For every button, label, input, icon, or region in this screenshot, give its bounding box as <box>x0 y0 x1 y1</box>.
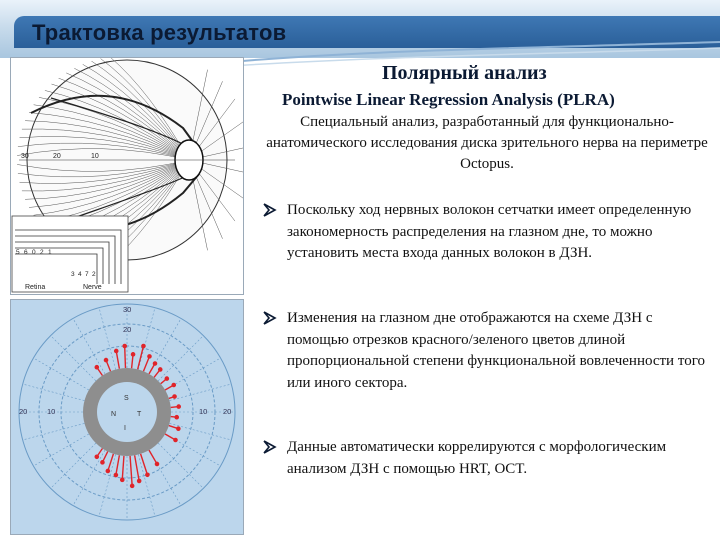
ring-label: 20 <box>223 407 232 416</box>
deviation-vector-tip <box>104 358 107 361</box>
deviation-vector <box>116 351 119 369</box>
scale-label: 3 <box>71 271 75 278</box>
bullet-item <box>262 200 710 265</box>
deviation-vector <box>130 456 132 486</box>
deviation-vector-tip <box>106 469 109 472</box>
deviation-vector-tip <box>131 484 134 487</box>
scale-label: 30 <box>21 153 29 160</box>
polar-spoke <box>138 455 155 517</box>
deviation-vector-tip <box>175 416 178 419</box>
deviation-vector-tip <box>177 405 180 408</box>
ring-label: 10 <box>199 407 208 416</box>
ring-label: 10 <box>47 407 56 416</box>
deviation-vector <box>125 346 126 368</box>
deviation-vector <box>116 455 119 475</box>
scale-label: 2 <box>92 271 96 278</box>
deviation-vector-tip <box>95 366 98 369</box>
polar-spoke <box>33 434 88 466</box>
scale-label: 5 <box>16 249 20 256</box>
scale-label: 4 <box>78 271 82 278</box>
polar-spoke <box>33 358 88 390</box>
deviation-vector-tip <box>172 383 175 386</box>
scale-label: 2 <box>40 249 44 256</box>
polar-diagram <box>11 300 243 534</box>
polar-spoke <box>73 450 105 505</box>
deviation-vector-tip <box>148 355 151 358</box>
slide-title: Трактовка результатов <box>32 20 287 45</box>
bullet-item <box>262 437 710 480</box>
deviation-vector-tip <box>155 462 158 465</box>
nerve-fiber-map <box>11 58 243 294</box>
deviation-vector-tip <box>174 438 177 441</box>
section-heading: Полярный анализ <box>382 62 547 84</box>
deviation-vector-tip <box>165 377 168 380</box>
scale-label: 10 <box>91 153 99 160</box>
section-description: Специальный анализ, разработанный для функционально-анатомического исследования диска зрительного нерва на периметре Octopus. <box>266 114 708 172</box>
scale-label: 20 <box>53 153 61 160</box>
ring-label: 20 <box>123 325 132 334</box>
deviation-vector <box>108 454 114 471</box>
arrow-bullet-icon <box>262 438 278 456</box>
nerve-fiber-map-figure <box>10 57 244 295</box>
deviation-vector-tip <box>159 368 162 371</box>
polar-spoke <box>170 384 232 401</box>
bullet-text: Поскольку ход нервных волокон сетчатки имеет определенную закономерность распределения на глазном дне, то можно установить места входа данных волокон в ДЗН. <box>287 202 692 261</box>
polar-spoke <box>23 423 85 440</box>
arrow-bullet-icon <box>262 309 278 327</box>
retina-label: Retina <box>25 284 46 291</box>
deviation-vector-tip <box>177 427 180 430</box>
deviation-vector-tip <box>114 473 117 476</box>
polar-spoke <box>73 318 105 373</box>
deviation-vector-tip <box>173 395 176 398</box>
polar-analysis-figure <box>10 299 244 535</box>
ring-label: 20 <box>19 407 28 416</box>
deviation-vector <box>149 450 157 464</box>
superior-label: S <box>124 395 129 402</box>
bullet-text: Данные автоматически коррелируются с морфологическим анализом ДЗН с помощью HRT, OCT. <box>287 439 667 477</box>
deviation-vector-tip <box>142 344 145 347</box>
deviation-vector-tip <box>123 344 126 347</box>
polar-spoke <box>23 384 85 401</box>
deviation-vector-tip <box>146 473 149 476</box>
deviation-vector-tip <box>121 478 124 481</box>
inferior-label: I <box>124 425 126 432</box>
scale-label: 1 <box>48 249 52 256</box>
bullet-text: Изменения на глазном дне отображаются на схеме ДЗН с помощью отрезков красного/зеленого цветов длиной пропорциональной степени функциональной вовлеченности того или иного сектора. <box>287 310 705 391</box>
deviation-vector-tip <box>138 479 141 482</box>
section-subheading: Pointwise Linear Regression Analysis (PLRA) <box>282 90 615 109</box>
scale-label: 7 <box>85 271 89 278</box>
nasal-label: N <box>111 411 117 418</box>
scale-label: 0 <box>32 249 36 256</box>
deviation-vector-tip <box>101 461 104 464</box>
ring-label: 30 <box>123 305 132 314</box>
deviation-vector-tip <box>131 353 134 356</box>
deviation-vector-tip <box>115 349 118 352</box>
deviation-vector <box>141 454 148 475</box>
bullet-item <box>262 308 710 394</box>
deviation-vector <box>143 356 149 371</box>
deviation-vector <box>138 346 144 369</box>
deviation-vector-tip <box>153 362 156 365</box>
deviation-vector-tip <box>95 455 98 458</box>
scale-label: 6 <box>24 249 28 256</box>
temporal-label: T <box>137 411 142 418</box>
arrow-bullet-icon <box>262 201 278 219</box>
nerve-label: Nerve <box>83 284 102 291</box>
deviation-vector <box>122 456 124 480</box>
polar-spoke <box>138 308 155 370</box>
polar-spoke <box>170 423 232 440</box>
